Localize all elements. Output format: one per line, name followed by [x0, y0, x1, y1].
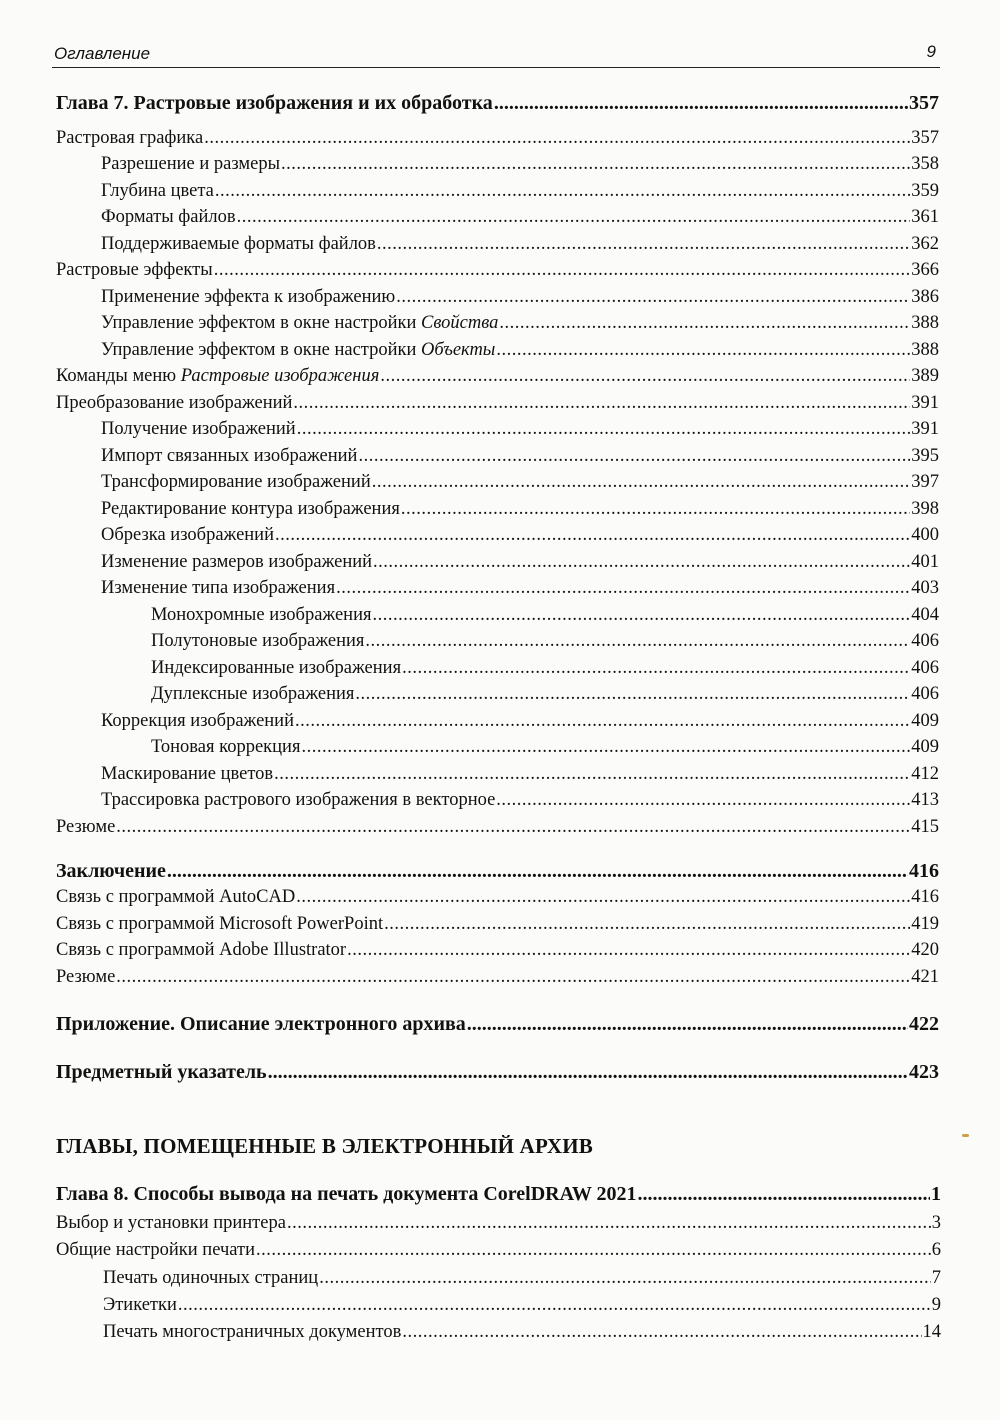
toc-entry-title-text: Растровая графика	[56, 128, 204, 148]
toc-entry-page: 395	[911, 446, 939, 466]
toc-entry	[151, 603, 939, 627]
dot-leader	[355, 682, 910, 706]
dot-leader	[319, 1266, 931, 1290]
toc-entry	[101, 497, 939, 521]
toc-entry-page: 6	[931, 1240, 941, 1260]
toc-entry	[101, 285, 939, 309]
toc-entry	[56, 126, 939, 150]
toc-entry	[56, 391, 939, 415]
toc-entry	[151, 629, 939, 653]
dot-leader	[204, 126, 910, 150]
toc-entry-title-text: Глубина цвета	[101, 181, 214, 201]
paper-speck	[962, 1134, 969, 1137]
toc-entry	[101, 788, 939, 812]
toc-entry-page: 404	[911, 605, 939, 625]
toc-entry-title	[103, 1293, 177, 1317]
dot-leader	[296, 885, 910, 909]
toc-entry-title	[101, 311, 498, 335]
toc-entry-title	[101, 709, 294, 733]
dot-leader	[372, 603, 910, 627]
toc-entry-page: 421	[911, 967, 939, 987]
running-header	[52, 40, 940, 68]
toc-entry-title-text: Управление эффектом в окне настройки	[101, 340, 422, 360]
toc-entry-title	[56, 126, 203, 150]
toc-heading-entry	[56, 1012, 939, 1036]
toc-entry-title	[151, 629, 364, 653]
toc-entry	[101, 338, 939, 362]
toc-entry-page: 416	[909, 860, 939, 882]
toc-entry-title	[101, 232, 376, 256]
toc-entry-page: 391	[911, 393, 939, 413]
toc-entry-page: 406	[911, 658, 939, 678]
toc-entry-title	[151, 656, 401, 680]
dot-leader	[116, 965, 910, 989]
toc-entry-title-text: Обрезка изображений	[101, 525, 274, 545]
toc-entry-title-text: Форматы файлов	[101, 207, 236, 227]
toc-entry-title-italic: Растровые изображения	[180, 366, 380, 386]
toc-entry-title-text: Связь с программой Adobe Illustrator	[56, 940, 347, 960]
toc-entry-page: 397	[911, 472, 939, 492]
toc-entry	[56, 1238, 941, 1262]
toc-entry-page: 361	[911, 207, 939, 227]
dot-leader	[256, 1238, 931, 1262]
toc-entry-title-text: Редактирование контура изображения	[101, 499, 400, 519]
toc-entry-title	[101, 417, 296, 441]
toc-entry-title-text: Трансформирование изображений	[101, 472, 371, 492]
dot-leader	[167, 859, 908, 883]
header-page-number: 9	[926, 42, 936, 61]
toc-entry-title-text: Резюме	[56, 817, 116, 837]
dot-leader	[293, 391, 910, 415]
archive-section-title: ГЛАВЫ, ПОМЕЩЕННЫЕ В ЭЛЕКТРОННЫЙ АРХИВ	[56, 1134, 594, 1158]
toc-entry-title-text: Трассировка растрового изображения в векторное	[101, 790, 496, 810]
toc-entry-page: 391	[911, 419, 939, 439]
dot-leader	[116, 815, 910, 839]
toc-entry-title-text: Разрешение и размеры	[101, 154, 280, 174]
dot-leader	[275, 523, 910, 547]
toc-entry-title-text: Импорт связанных изображений	[101, 446, 358, 466]
toc-entry-title-text: Индексированные изображения	[151, 658, 402, 678]
toc-entry-title-text: Связь с программой AutoCAD	[56, 887, 296, 907]
toc-entry-title-text: Команды меню	[56, 366, 181, 386]
toc-entry	[56, 258, 939, 282]
toc-entry-title-text: Печать многостраничных документов	[103, 1322, 402, 1342]
toc-entry-page: 388	[911, 340, 939, 360]
toc-entry-title	[56, 938, 346, 962]
dot-leader	[496, 788, 910, 812]
dot-leader	[365, 629, 910, 653]
dot-leader	[268, 1060, 908, 1084]
dot-leader	[287, 1211, 931, 1235]
toc-entry-title	[101, 576, 335, 600]
toc-entry	[56, 1211, 941, 1235]
toc-entry-page: 412	[911, 764, 939, 784]
toc-entry-title	[56, 258, 213, 282]
toc-entry-title	[56, 364, 379, 388]
toc-entry-title	[56, 859, 166, 883]
dot-leader	[281, 152, 910, 176]
toc-entry	[103, 1320, 941, 1344]
dot-leader	[274, 762, 910, 786]
toc-entry-page: 9	[931, 1295, 941, 1315]
toc-entry-page: 419	[911, 914, 939, 934]
toc-entry-title-text: Маскирование цветов	[101, 764, 274, 784]
toc-entry-title	[101, 788, 495, 812]
dot-leader	[373, 550, 910, 574]
toc-entry-page: 423	[909, 1061, 939, 1083]
toc-entry-title-text: Управление эффектом в окне настройки	[101, 313, 422, 333]
toc-entry	[101, 417, 939, 441]
dot-leader	[178, 1293, 931, 1317]
toc-heading-entry	[56, 1060, 939, 1084]
toc-heading-entry	[56, 91, 939, 115]
toc-entry-page: 406	[911, 684, 939, 704]
toc-entry-title-text: Выбор и установки принтера	[56, 1213, 286, 1233]
dot-leader	[467, 1012, 908, 1036]
toc-entry-title	[56, 1060, 267, 1084]
dot-leader	[380, 364, 910, 388]
toc-entry-title	[151, 735, 300, 759]
toc-entry-page: 357	[911, 128, 939, 148]
dot-leader	[358, 444, 910, 468]
toc-entry-title-text: Коррекция изображений	[101, 711, 294, 731]
toc-entry	[56, 815, 939, 839]
toc-entry-title-text: Глава 8. Способы вывода на печать документа CorelDRAW 2021	[56, 1183, 637, 1205]
toc-entry-title	[103, 1320, 401, 1344]
toc-entry-title-text: Резюме	[56, 967, 116, 987]
dot-leader	[301, 735, 910, 759]
dot-leader	[384, 912, 910, 936]
toc-entry-title	[56, 965, 115, 989]
toc-entry-page: 401	[911, 552, 939, 572]
toc-entry	[101, 470, 939, 494]
toc-entry-title-text: Тоновая коррекция	[151, 737, 301, 757]
toc-entry	[151, 682, 939, 706]
toc-entry-title	[101, 179, 214, 203]
dot-leader	[347, 938, 910, 962]
dot-leader	[396, 285, 910, 309]
toc-entry	[101, 152, 939, 176]
toc-entry-title	[101, 550, 372, 574]
toc-entry-title-text: Этикетки	[103, 1295, 177, 1315]
toc-entry-title	[101, 470, 371, 494]
toc-entry	[101, 576, 939, 600]
dot-leader	[402, 656, 910, 680]
toc-entry-page: 413	[911, 790, 939, 810]
toc-entry-page: 357	[909, 92, 939, 114]
toc-entry	[56, 364, 939, 388]
dot-leader	[297, 417, 911, 441]
dot-leader	[496, 338, 910, 362]
toc-entry	[101, 550, 939, 574]
toc-entry-title	[56, 91, 493, 115]
toc-entry-page: 7	[931, 1268, 941, 1288]
toc-entry-page: 422	[909, 1013, 939, 1035]
toc-entry	[56, 912, 939, 936]
header-title: Оглавление	[54, 44, 151, 63]
dot-leader	[237, 205, 911, 229]
toc-entry	[101, 709, 939, 733]
toc-entry-page: 409	[911, 711, 939, 731]
toc-entry	[56, 885, 939, 909]
dot-leader	[336, 576, 910, 600]
toc-entry-title-italic: Объекты	[421, 340, 496, 360]
toc-entry-title	[101, 152, 280, 176]
toc-entry	[101, 762, 939, 786]
toc-entry-title	[101, 338, 495, 362]
toc-entry-page: 400	[911, 525, 939, 545]
toc-entry-title-text: Изменение типа изображения	[101, 578, 336, 598]
toc-entry-page: 403	[911, 578, 939, 598]
dot-leader	[401, 497, 910, 521]
toc-entry-page: 398	[911, 499, 939, 519]
toc-entry-title-text: Изменение размеров изображений	[101, 552, 373, 572]
toc-entry-title-text: Общие настройки печати	[56, 1240, 255, 1260]
dot-leader	[214, 258, 911, 282]
toc-entry-title-text: Поддерживаемые форматы файлов	[101, 234, 376, 254]
toc-entry-page: 14	[922, 1322, 941, 1342]
toc-entry-page: 415	[911, 817, 939, 837]
toc-entry-title-text: Полутоновые изображения	[151, 631, 365, 651]
toc-entry-title-text: Приложение. Описание электронного архива	[56, 1013, 466, 1035]
toc-entry	[151, 656, 939, 680]
dot-leader	[215, 179, 910, 203]
toc-entry	[101, 444, 939, 468]
toc-entry-page: 416	[911, 887, 939, 907]
toc-entry-title-text: Глава 7. Растровые изображения и их обработка	[56, 92, 493, 114]
dot-leader	[402, 1320, 921, 1344]
toc-entry-title-text: Преобразование изображений	[56, 393, 293, 413]
toc-entry-title	[101, 285, 395, 309]
toc-entry-title-text: Заключение	[56, 860, 166, 882]
toc-entry-page: 359	[911, 181, 939, 201]
toc-entry-title-text: Предметный указатель	[56, 1061, 267, 1083]
toc-entry	[151, 735, 939, 759]
toc-entry-title	[56, 391, 292, 415]
toc-entry-title-italic: Свойства	[421, 313, 499, 333]
toc-entry-page: 388	[911, 313, 939, 333]
toc-entry-page: 420	[911, 940, 939, 960]
toc-entry-page: 3	[931, 1213, 941, 1233]
toc-entry-title	[101, 523, 274, 547]
toc-entry-page: 362	[911, 234, 939, 254]
toc-entry-page: 1	[931, 1183, 941, 1205]
toc-entry-title	[56, 1211, 286, 1235]
toc-entry-title	[56, 912, 383, 936]
toc-entry	[101, 232, 939, 256]
toc-entry-title-text: Печать одиночных страниц	[103, 1268, 319, 1288]
toc-entry-title-text: Дуплексные изображения	[151, 684, 355, 704]
toc-entry	[101, 311, 939, 335]
dot-leader	[494, 91, 908, 115]
toc-entry-page: 358	[911, 154, 939, 174]
dot-leader	[295, 709, 910, 733]
toc-entry-title-text: Получение изображений	[101, 419, 296, 439]
dot-leader	[638, 1182, 931, 1206]
toc-heading-entry	[56, 859, 939, 883]
dot-leader	[372, 470, 911, 494]
toc-entry	[56, 938, 939, 962]
toc-entry-title-text: Связь с программой Microsoft PowerPoint	[56, 914, 384, 934]
toc-entry-page: 386	[911, 287, 939, 307]
dot-leader	[499, 311, 910, 335]
toc-entry-title	[151, 682, 354, 706]
toc-entry-page: 409	[911, 737, 939, 757]
toc-entry-title-text: Применение эффекта к изображению	[101, 287, 396, 307]
toc-entry	[56, 965, 939, 989]
toc-entry	[101, 205, 939, 229]
toc-entry-title	[103, 1266, 318, 1290]
toc-entry	[103, 1266, 941, 1290]
toc-entry-title	[151, 603, 371, 627]
toc-entry-title	[101, 444, 357, 468]
toc-entry-title-text: Растровые эффекты	[56, 260, 213, 280]
toc-entry-title	[56, 1238, 255, 1262]
toc-heading-entry	[56, 1182, 941, 1206]
toc-entry-title	[101, 762, 273, 786]
toc-entry-title	[101, 205, 236, 229]
toc-entry	[101, 523, 939, 547]
toc-entry-title	[56, 1182, 637, 1206]
dot-leader	[377, 232, 910, 256]
toc-entry-page: 389	[911, 366, 939, 386]
toc-entry-page: 406	[911, 631, 939, 651]
toc-entry-title	[101, 497, 400, 521]
toc-entry	[101, 179, 939, 203]
toc-entry-title-text: Монохромные изображения	[151, 605, 372, 625]
toc-entry-title	[56, 815, 115, 839]
toc-entry-title	[56, 885, 295, 909]
toc-entry-title	[56, 1012, 466, 1036]
toc-entry	[103, 1293, 941, 1317]
toc-entry-page: 366	[911, 260, 939, 280]
